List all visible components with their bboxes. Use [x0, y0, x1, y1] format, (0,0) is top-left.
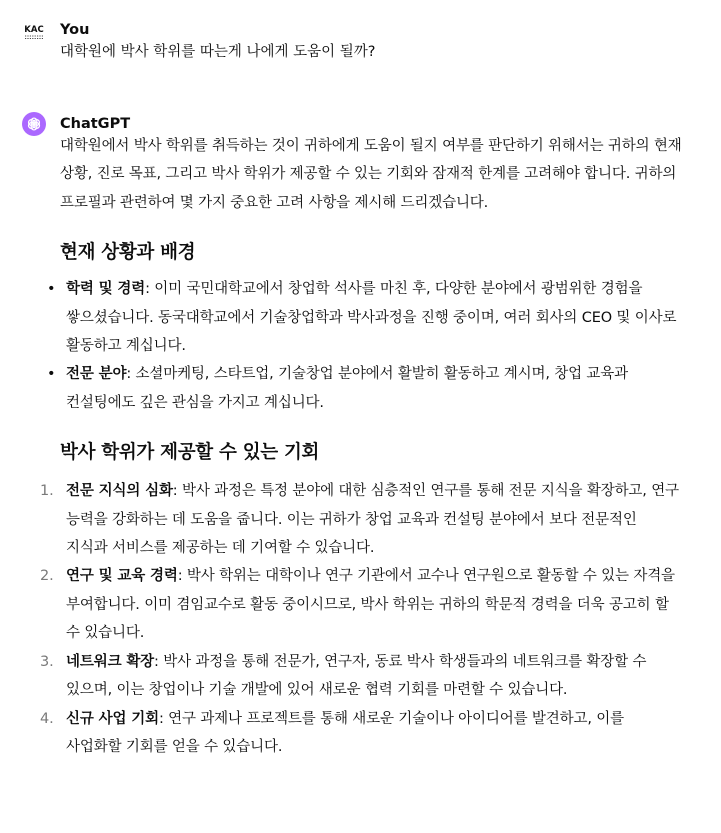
assistant-response: [40, 132, 682, 761]
list-item: [40, 477, 682, 562]
list-number: 2.: [40, 568, 54, 585]
openai-logo-icon: [26, 116, 42, 132]
list-number: 1.: [40, 483, 54, 500]
bullet-icon: •: [47, 281, 56, 298]
list-item: [40, 562, 682, 647]
list-item-text: : 소셜마케팅, 스타트업, 기술창업 분야에서 활발히 활동하고 계시며, 창업 교육과 컨설팅에도 깊은 관심을 가지고 계십니다.: [66, 366, 628, 411]
list-number: 3.: [40, 653, 54, 670]
list-item: [40, 705, 682, 762]
list-item-label: 연구 및 교육 경력: [66, 568, 178, 585]
opportunities-list: [40, 477, 682, 761]
list-item: [40, 648, 682, 705]
user-message: [0, 18, 721, 68]
list-item-text: : 박사 과정은 특정 분야에 대한 심층적인 연구를 통해 전문 지식을 확장하고, 연구 능력을 강화하는 데 도움을 줍니다. 이는 귀하가 창업 교육과 컨설팅 분야에서 보다 전문적인 지식과 서비스를 제공하는 데 기여할 수 있습니다.: [66, 483, 679, 557]
svg-text:KAC: KAC: [24, 25, 44, 35]
list-item-label: 신규 사업 기회: [66, 710, 159, 727]
current-situation-list: [47, 275, 682, 417]
user-name: You: [60, 22, 90, 38]
list-item-label: 네트워크 확장: [66, 653, 155, 670]
list-item: [47, 275, 682, 360]
user-message-text: 대학원에 박사 학위를 따는게 나에게 도움이 될까?: [60, 44, 376, 60]
section-heading-current-situation: 현재 상황과 배경: [60, 242, 196, 264]
list-item-text: : 이미 국민대학교에서 창업학 석사를 마친 후, 다양한 분야에서 광범위한 경험을 쌓으셨습니다. 동국대학교에서 기술창업학과 박사과정을 진행 중이며, 여러 회사의 CEO 및 이사로 활동하고 계십니다.: [66, 281, 677, 355]
list-item-text: : 박사 학위는 대학이나 연구 기관에서 교수나 연구원으로 활동할 수 있는 자격을 부여합니다. 이미 겸임교수로 활동 중이시므로, 박사 학위는 귀하의 학문적 경력을 더욱 공고히 할 수 있습니다.: [66, 568, 675, 642]
intro-paragraph: 대학원에서 박사 학위를 취득하는 것이 귀하에게 도움이 될지 여부를 판단하기 위해서는 귀하의 현재 상황, 진로 목표, 그리고 박사 학위가 제공할 수 있는 기회와 잠재적 한계를 고려해야 합니다. 귀하의 프로필과 관련하여 몇 가지 중요한 고려 사항을 제시해 드리겠습니다.: [60, 138, 682, 211]
list-item-text: : 연구 과제나 프로젝트를 통해 새로운 기술이나 아이디어를 발견하고, 이를 사업화할 기회를 얻을 수 있습니다.: [66, 710, 624, 755]
kac-logo-icon: [22, 20, 46, 44]
list-item-label: 전문 지식의 심화: [66, 483, 173, 500]
bullet-icon: •: [47, 366, 56, 383]
list-item-text: : 박사 과정을 통해 전문가, 연구자, 동료 박사 학생들과의 네트워크를 확장할 수 있으며, 이는 창업이나 기술 개발에 있어 새로운 협력 기회를 마련할 수 있습니다.: [66, 653, 647, 699]
section-heading-opportunities: 박사 학위가 제공할 수 있는 기회: [60, 442, 320, 464]
list-number: 4.: [40, 710, 54, 727]
list-item-label: 전문 분야: [66, 366, 127, 383]
list-item-label: 학력 및 경력: [66, 281, 146, 298]
chatgpt-avatar: [22, 112, 46, 136]
assistant-name: ChatGPT: [60, 116, 131, 132]
user-avatar: [22, 20, 46, 44]
list-item: [47, 360, 682, 417]
